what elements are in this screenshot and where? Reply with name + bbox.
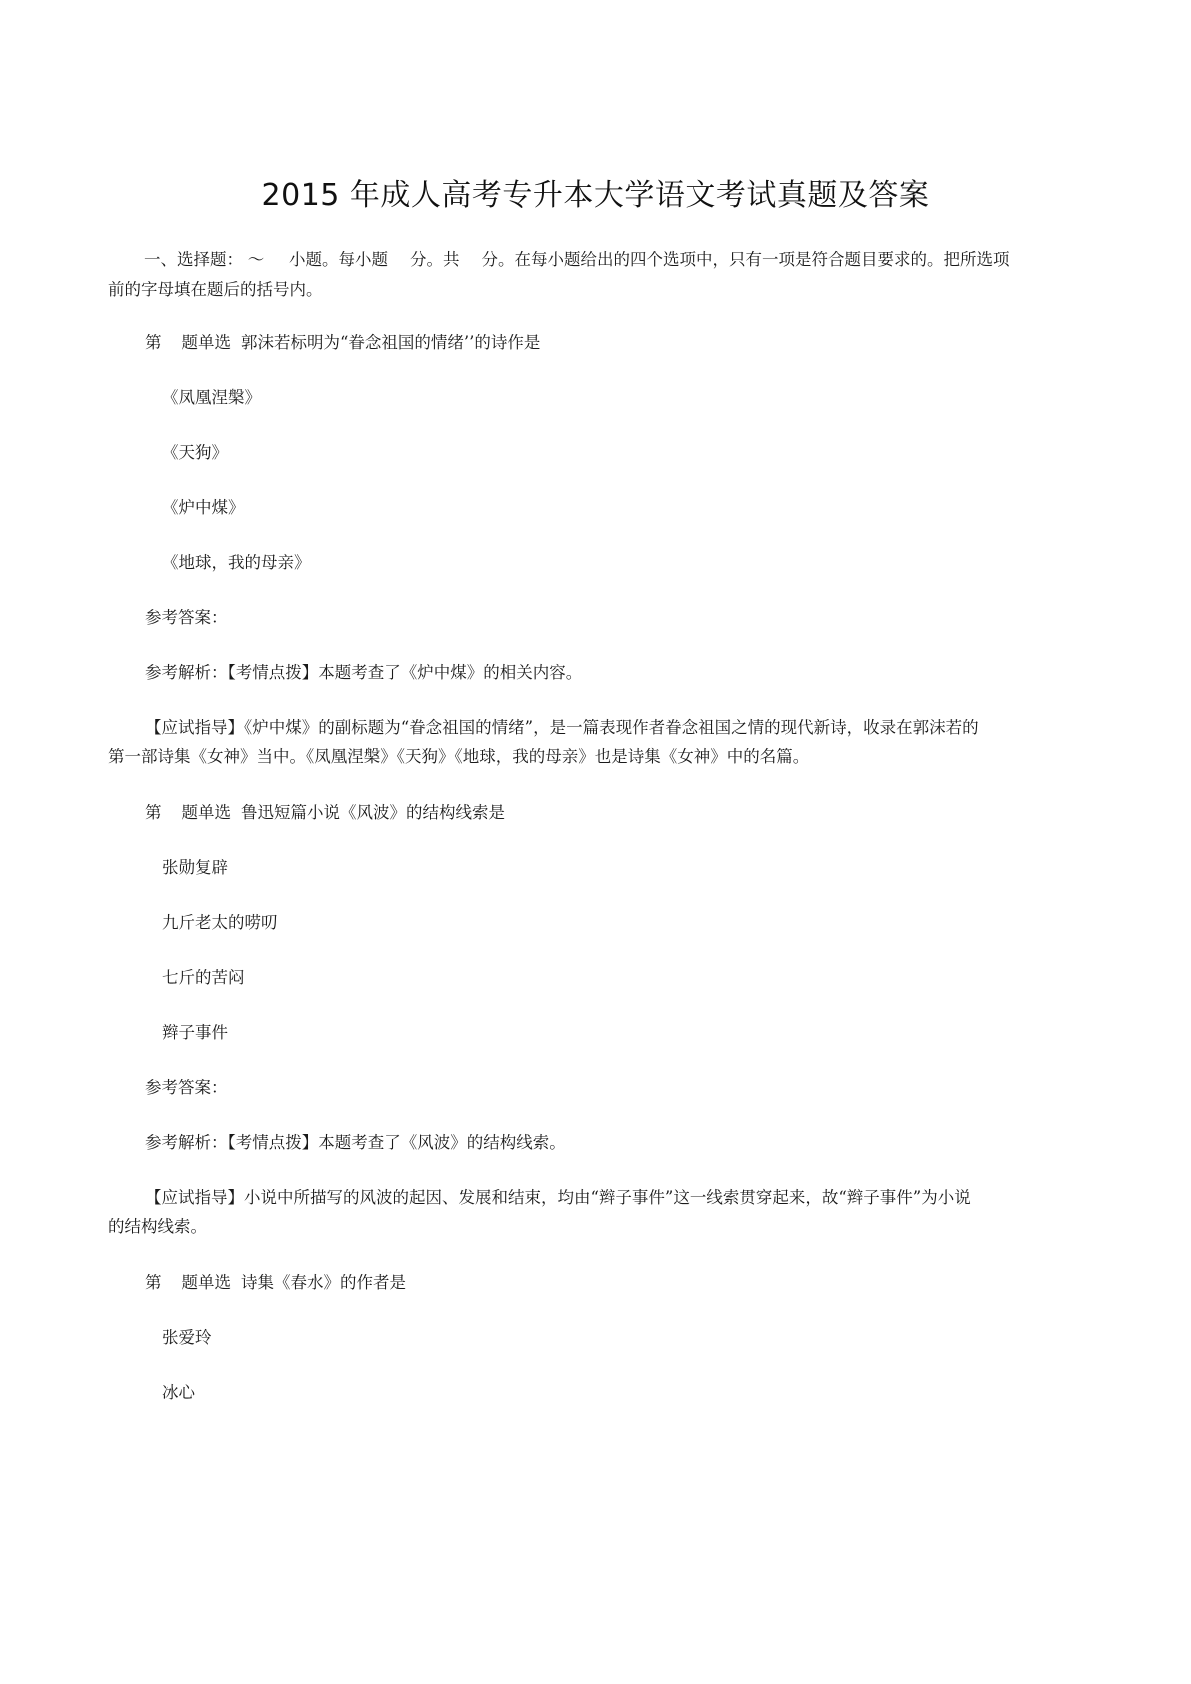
analysis-tag: 【考情点拨】 [227,663,319,682]
guide-text: 小说中所描写的风波的起因、发展和结束，均由“辫子事件”这一线索贯穿起来，故“辫子事件”为小说 [244,1188,971,1207]
question-2-analysis [145,1133,566,1153]
question-1-option-d: 《地球，我的母亲》 [162,553,311,572]
intro-line-2: 前的字母填在题后的括号内。 [108,280,323,299]
guide-tag: 【应试指导】 [145,1188,244,1207]
intro-part-c: 小题。每小题 [289,250,388,269]
intro-line-1 [144,250,1010,270]
question-3-option-b: 冰心 [162,1383,195,1402]
analysis-label: 参考解析： [145,1133,228,1152]
question-prefix: 第 [145,1273,162,1292]
question-1-analysis [145,663,582,683]
question-2-option-d: 辫子事件 [162,1023,228,1042]
question-text: 郭沫若标明为“眷念祖国的情绪’’的诗作是 [241,333,541,352]
analysis-text: 本题考查了《炉中煤》的相关内容。 [318,663,583,682]
question-2-stem [145,803,505,823]
question-3-stem [145,1273,406,1293]
question-1-guide-line-1 [145,718,979,738]
question-type: 题单选 [181,333,231,352]
analysis-tag: 【考情点拨】 [227,1133,319,1152]
intro-part-e: 分。在每小题给出的四个选项中，只有一项是符合题目要求的。把所选项 [481,250,1010,269]
question-2-option-c: 七斤的苦闷 [162,968,245,987]
question-2-option-b: 九斤老太的唠叨 [162,913,278,932]
question-2-guide-line-1 [145,1188,971,1208]
question-text: 诗集《春水》的作者是 [241,1273,406,1292]
analysis-text: 本题考查了《风波》的结构线索。 [318,1133,566,1152]
analysis-label: 参考解析： [145,663,228,682]
question-2-option-a: 张勋复辟 [162,858,228,877]
question-2-answer-label: 参考答案： [145,1078,228,1097]
intro-part-a: 一、选择题： [144,250,243,269]
guide-text: 《炉中煤》的副标题为“眷念祖国的情绪”，是一篇表现作者眷念祖国之情的现代新诗，收录在郭沫若的 [244,718,979,737]
question-1-option-a: 《凤凰涅槃》 [162,388,261,407]
question-prefix: 第 [145,803,162,822]
question-1-option-c: 《炉中煤》 [162,498,245,517]
question-type: 题单选 [181,1273,231,1292]
question-prefix: 第 [145,333,162,352]
question-text: 鲁迅短篇小说《风波》的结构线索是 [241,803,505,822]
guide-tag: 【应试指导】 [145,718,244,737]
document-title: 2015 年成人高考专升本大学语文考试真题及答案 [261,178,930,213]
intro-part-d: 分。共 [410,250,460,269]
question-1-answer-label: 参考答案： [145,608,228,627]
question-1-guide-line-2: 第一部诗集《女神》当中。《凤凰涅槃》《天狗》《地球，我的母亲》也是诗集《女神》中的名篇。 [108,747,810,766]
intro-part-b: ～ [247,250,265,269]
question-1-stem [145,333,540,353]
question-2-guide-line-2: 的结构线索。 [108,1217,207,1236]
question-3-option-a: 张爱玲 [162,1328,212,1347]
question-1-option-b: 《天狗》 [162,443,228,462]
question-type: 题单选 [181,803,231,822]
